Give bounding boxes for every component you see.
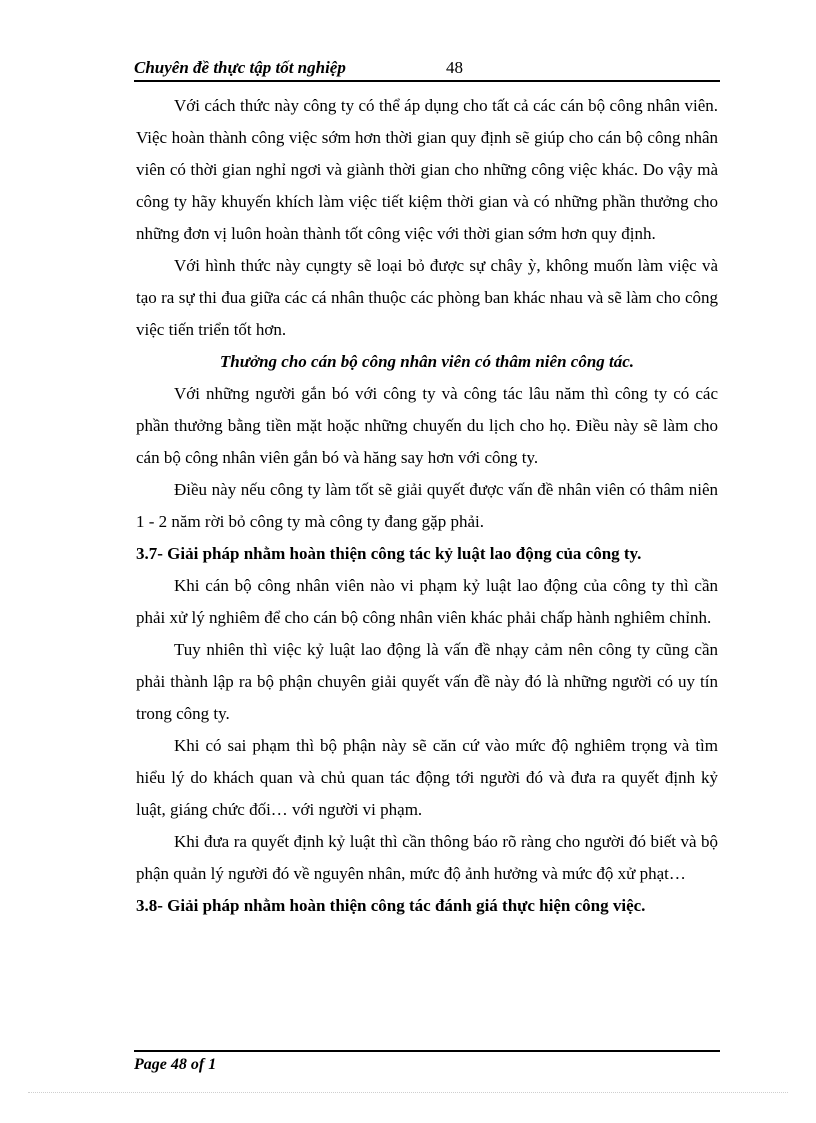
footer-page-label: Page 48 of 1	[134, 1056, 217, 1073]
section-heading-3-8: 3.8- Giải pháp nhằm hoàn thiện công tác đánh giá thực hiện công việc.	[136, 896, 646, 915]
body-paragraph: Khi đưa ra quyết định kỷ luật thì cần thông báo rõ ràng cho người đó biết và bộ phận quản lý người đó về nguyên nhân, mức độ ảnh hưởng và mức độ xử phạt…	[136, 832, 718, 883]
body-paragraph: Với hình thức này cụngty sẽ loại bỏ được sự chây ỳ, không muốn làm việc và tạo ra sự thi đua giữa các cá nhân thuộc các phòng ban khác nhau và sẽ làm cho công việc tiến triển tốt hơn.	[136, 256, 718, 339]
document-body	[136, 90, 718, 922]
body-paragraph: Tuy nhiên thì việc kỷ luật lao động là vấn đề nhạy cảm nên công ty cũng cần phải thành lập ra bộ phận chuyên giải quyết vấn đề này đó là những người có uy tín trong công ty.	[136, 640, 718, 723]
section-subheading: Thưởng cho cán bộ công nhân viên có thâm niên công tác.	[219, 352, 635, 371]
footer-divider	[134, 1050, 720, 1052]
page-edge-divider	[28, 1092, 788, 1093]
page-header	[134, 56, 720, 82]
document-title: Chuyên đề thực tập tốt nghiệp	[134, 58, 346, 77]
section-heading-3-7: 3.7- Giải pháp nhằm hoàn thiện công tác kỷ luật lao động của công ty.	[136, 544, 642, 563]
body-paragraph: Với cách thức này công ty có thể áp dụng cho tất cả các cán bộ công nhân viên. Việc hoàn thành công việc sớm hơn thời gian quy định sẽ giúp cho cán bộ công nhân viên có thời gian nghỉ ngơi và giành thời gian cho những công việc khác. Do vậy mà công ty hãy khuyến khích làm việc tiết kiệm thời gian và có những phần thưởng cho những đơn vị luôn hoàn thành tốt công việc với thời gian sớm hơn quy định.	[136, 96, 718, 243]
body-paragraph: Khi cán bộ công nhân viên nào vi phạm kỷ luật lao động của công ty thì cần phải xử lý nghiêm để cho cán bộ công nhân viên khác phải chấp hành nghiêm chỉnh.	[136, 576, 718, 627]
header-page-number: 48	[446, 58, 463, 77]
body-paragraph: Khi có sai phạm thì bộ phận này sẽ căn cứ vào mức độ nghiêm trọng và tìm hiểu lý do khách quan và chủ quan tác động tới người đó và đưa ra quyết định kỷ luật, giáng chức đối… với người vi phạm.	[136, 736, 718, 819]
body-paragraph: Điều này nếu công ty làm tốt sẽ giải quyết được vấn đề nhân viên có thâm niên 1 - 2 năm rời bỏ công ty mà công ty đang gặp phải.	[136, 480, 718, 531]
body-paragraph: Với những người gắn bó với công ty và công tác lâu năm thì công ty có các phần thưởng bằng tiền mặt hoặc những chuyến du lịch cho họ. Điều này sẽ làm cho cán bộ công nhân viên gắn bó và hăng say hơn với công ty.	[136, 384, 718, 467]
